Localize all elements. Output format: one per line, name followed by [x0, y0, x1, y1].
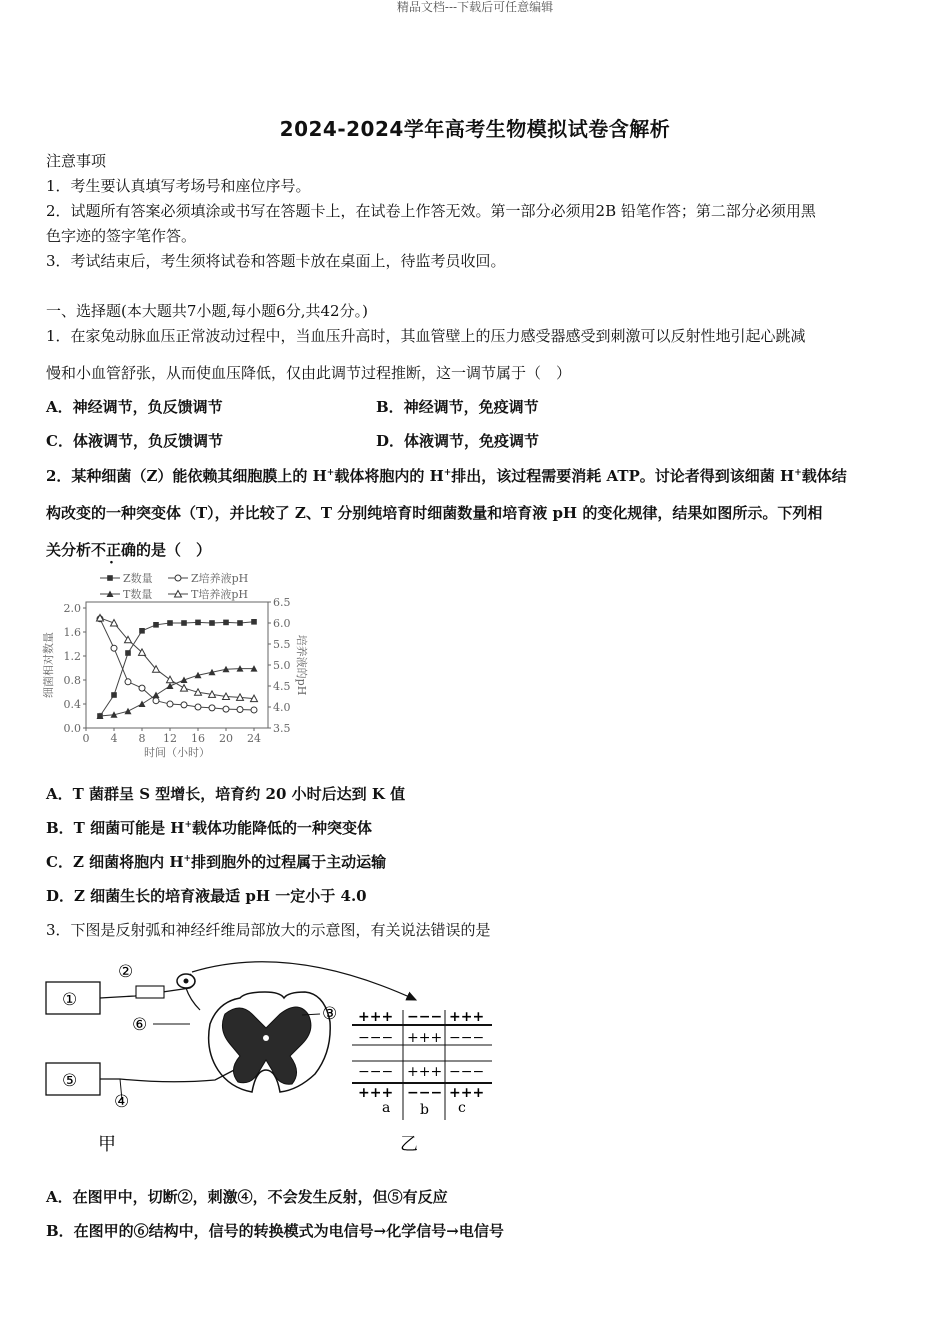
series-2-point: [181, 702, 187, 708]
x-axis-label: 时间（小时）: [144, 746, 210, 759]
legend-marker: [107, 575, 113, 581]
series-2-point: [153, 698, 159, 704]
y-tick-label: 2.0: [63, 602, 81, 615]
y-axis-label: 细菌相对数量: [42, 632, 55, 698]
series-1-point: [153, 622, 159, 628]
y-tick-label: 0.4: [63, 698, 81, 711]
page-title: 2024-2024学年高考生物模拟试卷含解析: [279, 117, 671, 141]
y2-tick-label: 6.5: [273, 596, 291, 609]
y2-tick-label: 4.5: [273, 680, 291, 693]
x-tick-label: 4: [110, 732, 118, 745]
svg-text:+++: +++: [358, 1009, 394, 1025]
svg-text:−−−: −−−: [407, 1085, 443, 1101]
svg-text:−−−: −−−: [358, 1030, 394, 1046]
series-1-point: [167, 620, 173, 626]
y-tick-label: 1.6: [63, 626, 81, 639]
svg-text:−−−: −−−: [358, 1064, 394, 1080]
q1-option-b: B．神经调节，免疫调节: [376, 398, 539, 416]
series-4-point: [167, 676, 174, 683]
segment-a: a: [382, 1100, 391, 1116]
efferent-nerve: [100, 1067, 240, 1082]
svg-text:−−−: −−−: [407, 1009, 443, 1025]
series-1-point: [251, 619, 257, 625]
q2-stem-line3: 关分析不正确的是（ ）: [46, 541, 212, 559]
series-1-point: [139, 628, 145, 634]
notice-item-2: 2．试题所有答案必须填涂或书写在答题卡上，在试卷上作答无效。第一部分必须用2B 铅笔作答；第二部分必须用黑: [46, 202, 816, 220]
y2-tick-label: 5.0: [273, 659, 291, 672]
series-2-point: [111, 645, 117, 651]
x-tick-label: 8: [138, 732, 146, 745]
label-3: ③: [322, 1004, 338, 1024]
series-2-point: [237, 707, 243, 713]
cut-marker: [136, 986, 164, 998]
label-2: ②: [118, 962, 134, 982]
series-1-point: [209, 620, 215, 626]
q2-option-d: D．Z 细菌生长的培育液最适 pH 一定小于 4.0: [46, 887, 367, 905]
y2-tick-label: 4.0: [273, 701, 291, 714]
q2-option-b: B．T 细菌可能是 H+载体功能降低的一种突变体: [46, 819, 373, 837]
legend-label: Z培养液pH: [191, 572, 249, 585]
q3-option-b: B．在图甲的⑥结构中，信号的转换模式为电信号→化学信号→电信号: [46, 1222, 504, 1240]
series-2-point: [125, 679, 131, 685]
series-3-point: [153, 692, 160, 699]
svg-text:−−−: −−−: [449, 1030, 485, 1046]
q1-option-c: C．体液调节，负反馈调节: [46, 432, 223, 450]
bacteria-ph-chart: [40, 572, 320, 762]
notice-item-3: 3．考试结束后，考生须将试卷和答题卡放在桌面上，待监考员收回。: [46, 252, 506, 270]
notice-item-2-cont: 色字迹的签字笔作答。: [46, 227, 197, 245]
series-1-point: [111, 692, 117, 698]
q2-option-c: C．Z 细菌将胞内 H+排到胞外的过程属于主动运输: [46, 853, 387, 871]
y2-tick-label: 3.5: [273, 722, 291, 735]
y-tick-label: 1.2: [63, 650, 81, 663]
series-line-4: [100, 618, 254, 699]
series-4-point: [181, 685, 188, 692]
x-tick-label: 12: [163, 732, 177, 745]
series-1-point: [125, 650, 131, 656]
panel-label-jia: 甲: [98, 1134, 116, 1155]
y2-tick-label: 6.0: [273, 617, 291, 630]
q1-option-d: D．体液调节，免疫调节: [376, 432, 540, 450]
series-2-point: [167, 701, 173, 707]
segment-b: b: [420, 1102, 429, 1118]
y2-tick-label: 5.5: [273, 638, 291, 651]
grey-matter: [222, 1007, 310, 1084]
legend-label: Z数量: [123, 572, 153, 585]
q1-option-a: A．神经调节，负反馈调节: [46, 398, 223, 416]
series-3-point: [139, 701, 146, 708]
x-tick-label: 16: [191, 732, 205, 745]
zoom-arrow: [192, 962, 416, 1000]
series-2-point: [195, 704, 201, 710]
label-1: ①: [62, 990, 78, 1010]
svg-text:+++: +++: [449, 1009, 485, 1025]
series-2-point: [223, 706, 229, 712]
svg-text:−−−: −−−: [449, 1064, 485, 1080]
notice-item-1: 1．考生要认真填写考场号和座位序号。: [46, 177, 311, 195]
svg-text:+++: +++: [407, 1064, 443, 1080]
series-3-point: [167, 683, 174, 690]
legend-label: T培养液pH: [191, 588, 248, 601]
label-6: ⑥: [132, 1015, 148, 1035]
x-tick-label: 24: [247, 732, 261, 745]
reflex-arc-figure: [40, 952, 510, 1162]
series-2-point: [139, 685, 145, 691]
q3-option-a: A．在图甲中，切断②，刺激④，不会发生反射，但⑤有反应: [46, 1188, 448, 1206]
series-1-point: [195, 620, 201, 626]
series-1-point: [237, 620, 243, 626]
q3-stem: 3．下图是反射弧和神经纤维局部放大的示意图，有关说法错误的是: [46, 921, 491, 939]
series-1-point: [181, 620, 187, 626]
q2-stem-line1: 2．某种细菌（Z）能依赖其细胞膜上的 H+载体将胞内的 H+排出，该过程需要消耗 ATP。讨论者得到该细菌 H+载体结: [46, 467, 847, 485]
section-heading: 一、选择题(本大题共7小题,每小题6分,共42分。): [46, 302, 368, 320]
x-tick-label: 20: [219, 732, 233, 745]
series-3-point: [181, 677, 188, 684]
series-1-point: [223, 620, 229, 626]
series-line-2: [100, 619, 254, 710]
svg-text:+++: +++: [449, 1085, 485, 1101]
q2-stem-line2: 构改变的一种突变体（T），并比较了 Z、T 分别纯培育时细菌数量和培育液 pH 的变化规律，结果如图所示。下列相: [46, 504, 823, 522]
x-tick-label: 0: [82, 732, 90, 745]
q1-stem-line2: 慢和小血管舒张，从而使血压降低，仅由此调节过程推断，这一调节属于（ ）: [46, 364, 572, 382]
legend-marker: [175, 575, 181, 581]
y2-axis-label: 培养液的pH: [295, 634, 308, 696]
segment-c: c: [458, 1100, 466, 1116]
series-3-point: [125, 708, 132, 715]
notice-heading: 注意事项: [46, 152, 107, 170]
svg-text:+++: +++: [407, 1030, 443, 1046]
q1-stem-line1: 1．在家兔动脉血压正常波动过程中，当血压升高时，其血管壁上的压力感受器感受到刺激可以反射性地引起心跳减: [46, 327, 806, 345]
svg-text:+++: +++: [358, 1085, 394, 1101]
series-2-point: [251, 707, 257, 713]
nerve-fiber-detail: [352, 1009, 492, 1120]
emphasis-text: 不正确: [91, 541, 137, 559]
label-4: ④: [114, 1092, 130, 1112]
panel-label-yi: 乙: [400, 1134, 418, 1155]
series-4-point: [111, 620, 118, 627]
y-tick-label: 0.0: [63, 722, 81, 735]
q2-option-a: A．T 菌群呈 S 型增长，培育约 20 小时后达到 K 值: [46, 785, 406, 803]
series-2-point: [209, 705, 215, 711]
legend-label: T数量: [123, 588, 153, 601]
y-tick-label: 0.8: [63, 674, 81, 687]
label-5: ⑤: [62, 1071, 78, 1091]
page-header: 精品文档---下载后可任意编辑: [396, 0, 554, 14]
